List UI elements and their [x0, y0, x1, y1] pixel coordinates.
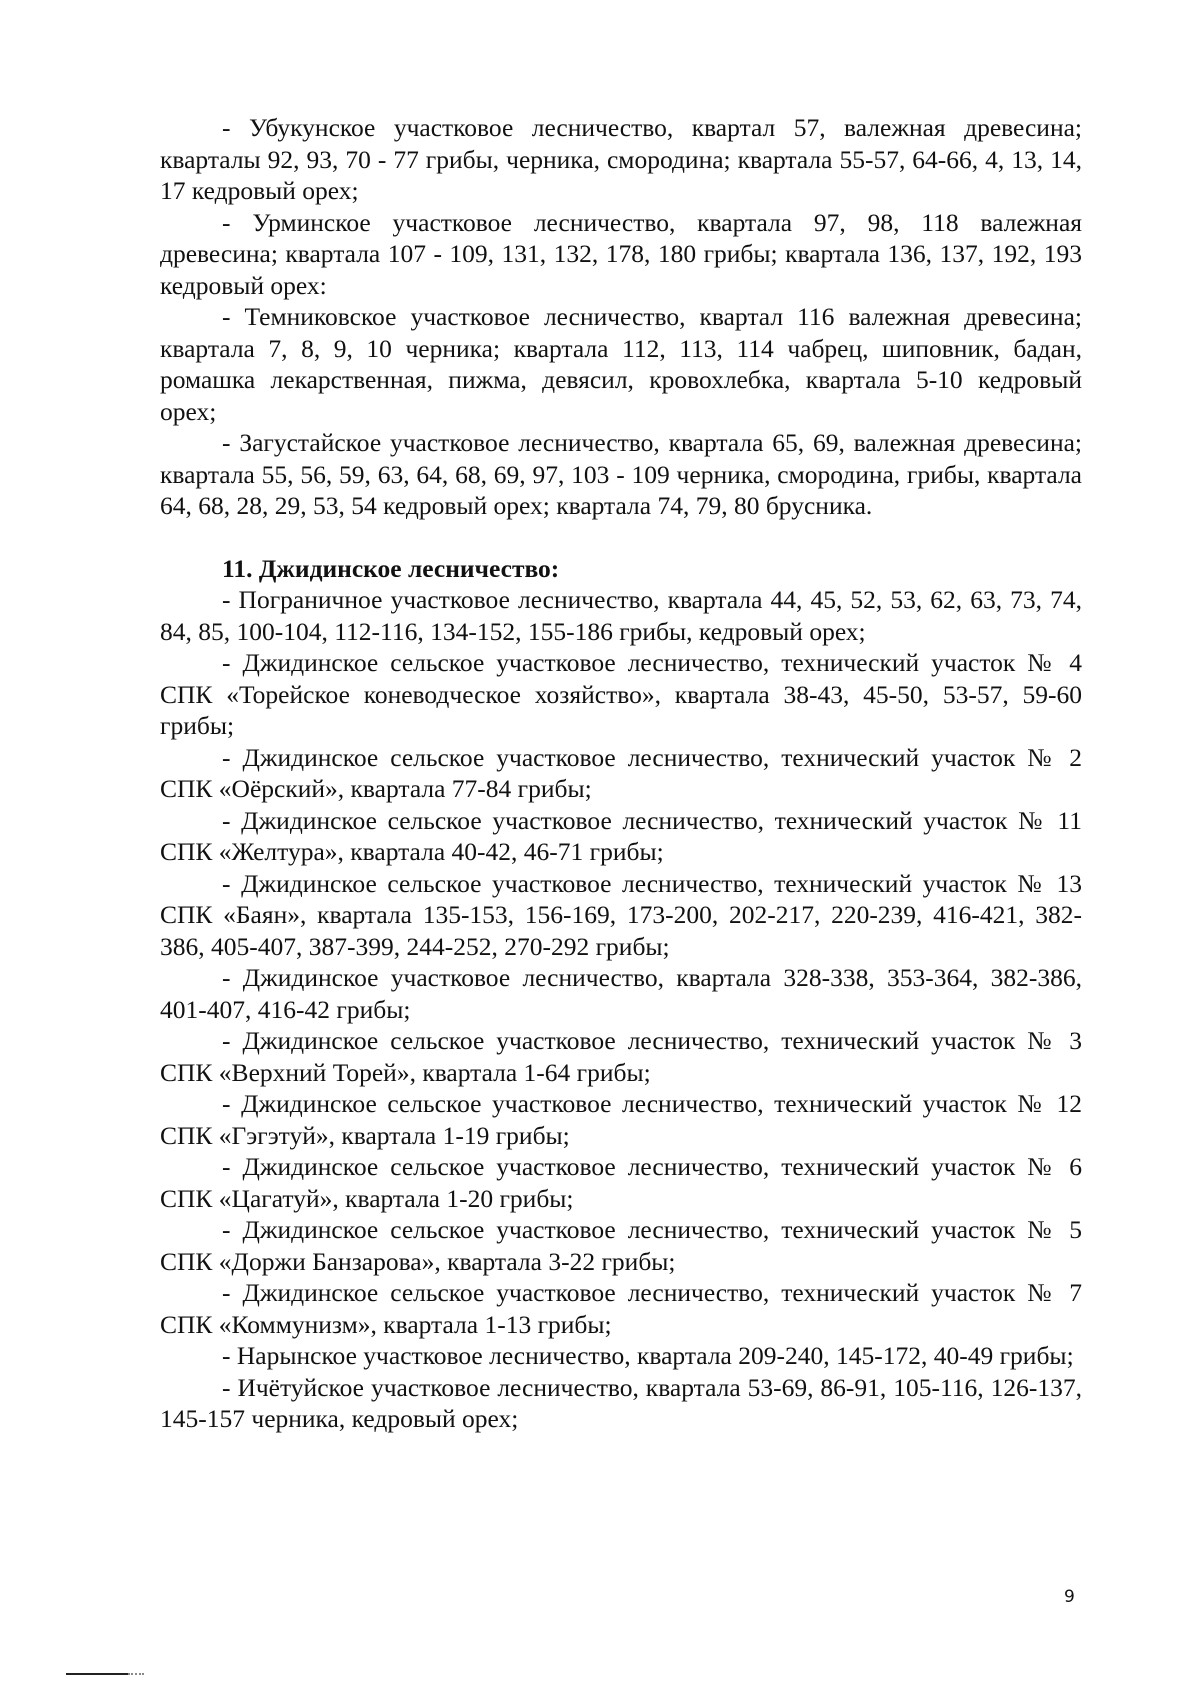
- page-number: 9: [1064, 1587, 1075, 1607]
- paragraph-dzhida-uchastok-4: - Джидинское сельское участковое лесничество, технический участок № 4 СПК «Торейское коневодческое хозяйство», квартала 38-43, 45-50, 53-57, 59-60 грибы;: [160, 648, 1082, 740]
- paragraph-dzhida-uchastkovoe: - Джидинское участковое лесничество, квартала 328-338, 353-364, 382-386, 401-407, 416-42 грибы;: [160, 963, 1082, 1024]
- paragraph-dzhida-uchastok-5: - Джидинское сельское участковое лесничество, технический участок № 5 СПК «Доржи Банзарова», квартала 3-22 грибы;: [160, 1215, 1082, 1276]
- section-gap: [160, 522, 1082, 553]
- footer-rule: [66, 1673, 128, 1675]
- document-page: [160, 112, 1082, 1435]
- paragraph-urmin: - Урминское участковое лесничество, квартала 97, 98, 118 валежная древесина; квартала 107 - 109, 131, 132, 178, 180 грибы; квартала 136, 137, 192, 193 кедровый орех:: [160, 207, 1082, 300]
- paragraph-dzhida-uchastok-6: - Джидинское сельское участковое лесничество, технический участок № 6 СПК «Цагатуй», квартала 1-20 грибы;: [160, 1152, 1082, 1213]
- paragraph-naryn: - Нарынское участковое лесничество, квартала 209-240, 145-172, 40-49 грибы;: [222, 1341, 1074, 1370]
- paragraph-dzhida-uchastok-3: - Джидинское сельское участковое лесничество, технический участок № 3 СПК «Верхний Торей», квартала 1-64 грибы;: [160, 1026, 1082, 1087]
- paragraph-pogranichnoe: - Пограничное участковое лесничество, квартала 44, 45, 52, 53, 62, 63, 73, 74, 84, 85, 100-104, 112-116, 134-152, 155-186 грибы, кедровый орех;: [160, 585, 1082, 646]
- paragraph-zagustai: - Загустайское участковое лесничество, квартала 65, 69, валежная древесина; квартала 55, 56, 59, 63, 64, 68, 69, 97, 103 - 109 черника, смородина, грибы, квартала 64, 68, 28, 29, 53, 54 кедровый орех; квартала 74, 79, 80 брусника.: [160, 428, 1082, 520]
- paragraph-dzhida-uchastok-12: - Джидинское сельское участковое лесничество, технический участок № 12 СПК «Гэгэтуй», квартала 1-19 грибы;: [160, 1089, 1082, 1150]
- section-title: 11. Джидинское лесничество:: [222, 553, 560, 583]
- paragraph-dzhida-uchastok-13: - Джидинское сельское участковое лесничество, технический участок № 13 СПК «Баян», квартала 135-153, 156-169, 173-200, 202-217, 220-239, 416-421, 382-386, 405-407, 387-399, 244-252, 270-292 грибы;: [160, 868, 1082, 961]
- paragraph-ubukun: - Убукунское участковое лесничество, квартал 57, валежная древесина; кварталы 92, 93, 70 - 77 грибы, черника, смородина; квартала 55-57, 64-66, 4, 13, 14, 17 кедровый орех;: [160, 113, 1082, 205]
- footer-rule-dots: [128, 1673, 144, 1675]
- paragraph-ichetui: - Ичётуйское участковое лесничество, квартала 53-69, 86-91, 105-116, 126-137, 145-157 черника, кедровый орех;: [160, 1372, 1082, 1433]
- paragraph-temnikov: - Темниковское участковое лесничество, квартал 116 валежная древесина; квартала 7, 8, 9, 10 черника; квартала 112, 113, 114 чабрец, шиповник, бадан, ромашка лекарственная, пижма, девясил, кровохлебка, квартала 5-10 кедровый орех;: [160, 302, 1082, 426]
- paragraph-dzhida-uchastok-7: - Джидинское сельское участковое лесничество, технический участок № 7 СПК «Коммунизм», квартала 1-13 грибы;: [160, 1278, 1082, 1339]
- paragraph-dzhida-uchastok-11: - Джидинское сельское участковое лесничество, технический участок № 11 СПК «Желтура», квартала 40-42, 46-71 грибы;: [160, 805, 1082, 866]
- paragraph-dzhida-uchastok-2: - Джидинское сельское участковое лесничество, технический участок № 2 СПК «Оёрский», квартала 77-84 грибы;: [160, 742, 1082, 803]
